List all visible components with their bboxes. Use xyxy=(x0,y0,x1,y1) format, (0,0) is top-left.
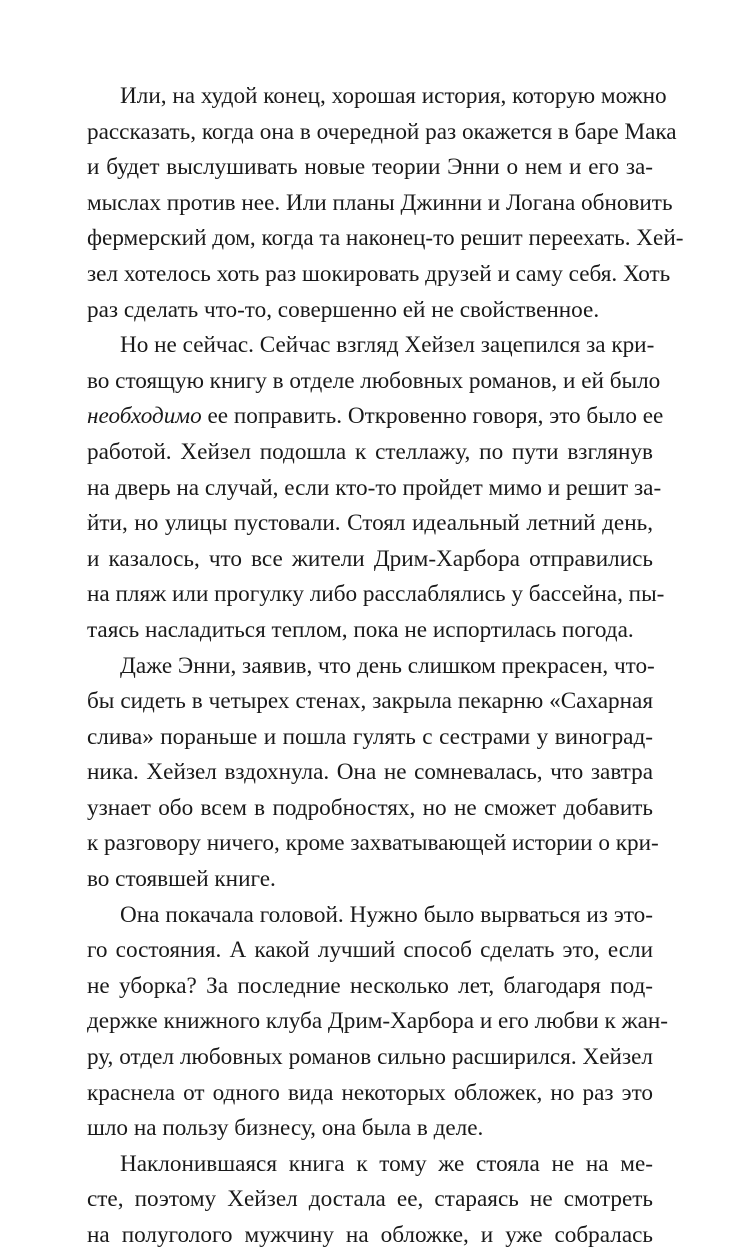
text-line: Она покачала головой. Нужно было вырваться из это- xyxy=(120,901,653,928)
text-line: шло на пользу бизнесу, она была в деле. xyxy=(87,1115,484,1142)
text-line: Даже Энни, заявив, что день слишком прекрасен, что- xyxy=(120,652,655,679)
text-line: фермерский дом, когда та наконец-то решит переехать. Хей- xyxy=(87,225,684,252)
text-line: го состояния. А какой лучший способ сделать это, если xyxy=(87,937,653,964)
text-line: ника. Хейзел вздохнула. Она не сомневалась, что завтра xyxy=(87,759,653,786)
text-line: на полуголого мужчину на обложке, и уже собралась xyxy=(87,1222,653,1248)
text-line: Или, на худой конец, хорошая история, которую можно xyxy=(120,83,667,109)
text-line: к разговору ничего, кроме захватывающей истории о кри- xyxy=(87,830,659,857)
text-line: бы сидеть в четырех стенах, закрыла пекарню «Сахарная xyxy=(87,688,653,715)
emphasized-word: необходимо xyxy=(87,403,202,430)
text-line: слива» пораньше и пошла гулять с сестрами у виноград- xyxy=(87,723,653,750)
text-line: работой. Хейзел подошла к стеллажу, по пути взглянув xyxy=(87,438,653,465)
text-line: держке книжного клуба Дрим-Харбора и его любви к жан- xyxy=(87,1008,669,1035)
text-segment: ее поправить. Откровенно говоря, это было ее xyxy=(201,403,664,430)
text-line: узнает обо всем в подробностях, но не сможет добавить xyxy=(87,794,653,821)
text-line: йти, но улицы пустовали. Стоял идеальный летний день, xyxy=(87,510,653,537)
text-line: раз сделать что-то, совершенно ей не свойственное. xyxy=(87,296,600,323)
text-line: на пляж или прогулку либо расслаблялись у бассейна, пы- xyxy=(87,581,665,608)
text-line xyxy=(87,399,664,435)
text-line: Наклонившаяся книга к тому же стояла не на ме- xyxy=(120,1150,653,1177)
page-text xyxy=(87,79,684,1254)
text-line: сте, поэтому Хейзел достала ее, стараясь не смотреть xyxy=(87,1186,653,1213)
text-line: не уборка? За последние несколько лет, благодаря под- xyxy=(87,972,653,999)
text-line: таясь насладиться теплом, пока не испортилась погода. xyxy=(87,616,634,643)
text-line: краснела от одного вида некоторых обложек, но раз это xyxy=(87,1079,653,1106)
text-line: во стоявшей книге. xyxy=(87,866,276,893)
text-line: на дверь на случай, если кто-то пройдет мимо и решит за- xyxy=(87,474,662,501)
text-line: и будет выслушивать новые теории Энни о нем и его за- xyxy=(87,154,653,181)
text-line: и казалось, что все жители Дрим-Харбора отправились xyxy=(87,545,653,572)
text-line: Но не сейчас. Сейчас взгляд Хейзел зацепился за кри- xyxy=(120,332,655,359)
text-line: рассказать, когда она в очередной раз окажется в баре Мака xyxy=(87,118,677,145)
text-line: мыслах против нее. Или планы Джинни и Логана обновить xyxy=(87,189,673,216)
text-line: зел хотелось хоть раз шокировать друзей и саму себя. Хоть xyxy=(87,260,671,287)
text-line: во стоящую книгу в отделе любовных романов, и ей было xyxy=(87,367,661,394)
text-line: ру, отдел любовных романов сильно расширился. Хейзел xyxy=(87,1044,653,1071)
